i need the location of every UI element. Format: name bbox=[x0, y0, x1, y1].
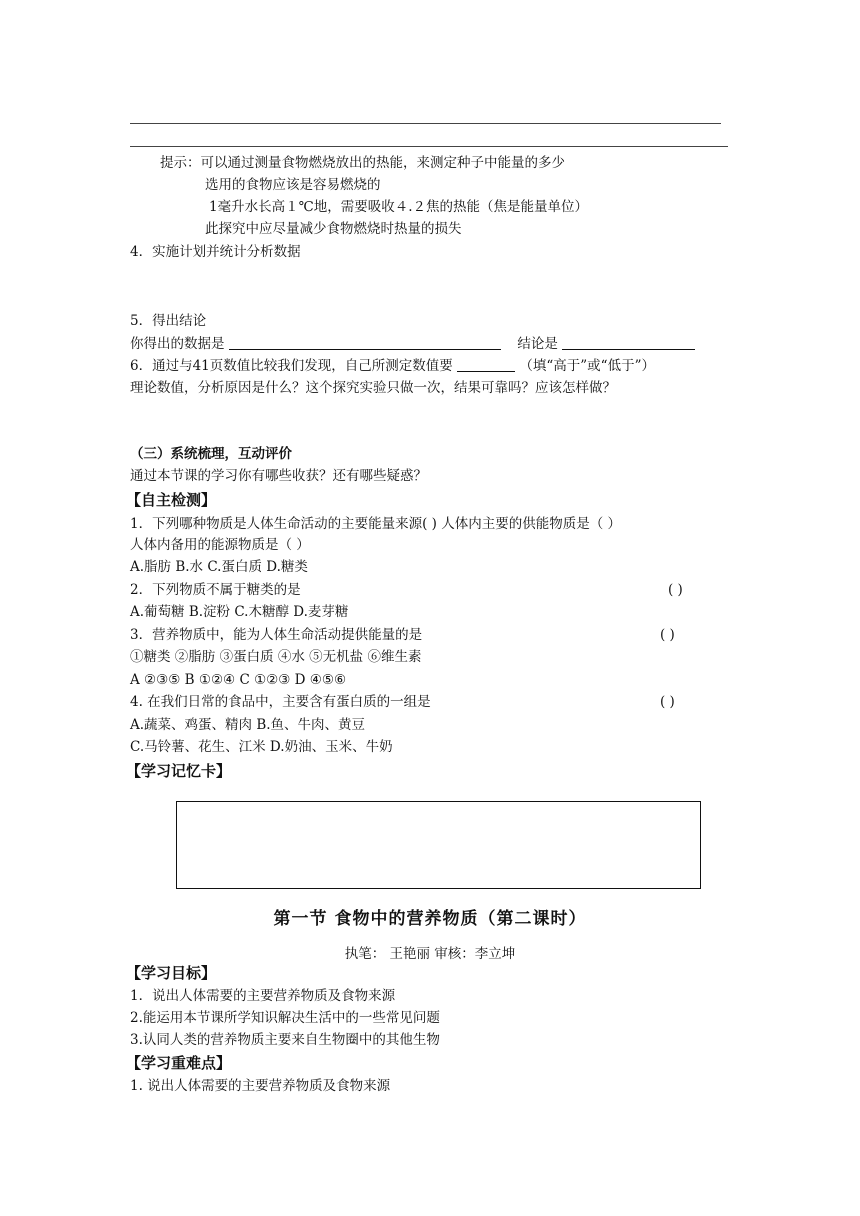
step-6-question: 理论数值，分析原因是什么？这个探究实验只做一次，结果可靠吗？应该怎样做？ bbox=[130, 380, 616, 396]
key-point-1: 1. 说出人体需要的主要营养物质及食物来源 bbox=[130, 1078, 391, 1094]
step-4: 4．实施计划并统计分析数据 bbox=[130, 244, 301, 260]
memory-card-heading: 【学习记忆卡】 bbox=[126, 762, 232, 780]
step-6-text: 6．通过与41页数值比较我们发现，自己所测定数值要 bbox=[130, 358, 453, 374]
review-heading: （三）系统梳理，互动评价 bbox=[130, 446, 292, 462]
hint-line-2: 选用的食物应该是容易燃烧的 bbox=[205, 177, 381, 193]
q4-options-1: A.蔬菜、鸡蛋、精肉 B.鱼、牛肉、黄豆 bbox=[130, 717, 366, 733]
conclusion-label: 结论是 bbox=[517, 336, 558, 352]
goal-2: 2.能运用本节课所学知识解决生活中的一些常见问题 bbox=[130, 1010, 440, 1026]
q1-line-1: 1．下列哪种物质是人体生命活动的主要能量来源( ) 人体内主要的供能物质是（ ） bbox=[130, 516, 621, 532]
step-5-answer-row bbox=[130, 335, 695, 352]
step-6-row bbox=[130, 357, 655, 374]
q2-answer-paren: ( ) bbox=[668, 582, 683, 598]
q2-stem: 2．下列物质不属于糖类的是 bbox=[130, 582, 301, 598]
q2-options: A.葡萄糖 B.淀粉 C.木糖醇 D.麦芽糖 bbox=[130, 604, 349, 620]
hint-line-1: 提示：可以通过测量食物燃烧放出的热能，来测定种子中能量的多少 bbox=[160, 155, 565, 171]
goals-heading: 【学习目标】 bbox=[126, 964, 217, 982]
goal-1: 1．说出人体需要的主要营养物质及食物来源 bbox=[130, 988, 396, 1004]
key-points-heading: 【学习重难点】 bbox=[126, 1054, 232, 1072]
lesson-title: 第一节 食物中的营养物质（第二课时） bbox=[273, 909, 587, 929]
q4-answer-paren: ( ) bbox=[660, 694, 675, 710]
answer-line-1 bbox=[130, 123, 721, 124]
memory-card-box[interactable] bbox=[176, 801, 701, 889]
goal-3: 3.认同人类的营养物质主要来自生物圈中的其他生物 bbox=[130, 1032, 440, 1048]
q1-line-2: 人体内备用的能源物质是（ ） bbox=[130, 537, 310, 553]
q4-stem: 4. 在我们日常的食品中，主要含有蛋白质的一组是 bbox=[130, 694, 431, 710]
step-6-hint: （填“高于”或“低于”） bbox=[519, 358, 655, 374]
data-blank[interactable] bbox=[229, 335, 501, 350]
hint-line-3: 1毫升水长高１℃地，需要吸收４.２焦的热能（焦是能量单位） bbox=[209, 199, 588, 215]
q1-options: A.脂肪 B.水 C.蛋白质 D.糖类 bbox=[130, 559, 308, 575]
q3-items: ①糖类 ②脂肪 ③蛋白质 ④水 ⑤无机盐 ⑥维生素 bbox=[130, 649, 422, 665]
byline: 执笔： 王艳丽 审核：李立坤 bbox=[344, 946, 516, 962]
q4-options-2: C.马铃薯、花生、江米 D.奶油、玉米、牛奶 bbox=[130, 739, 393, 755]
step-5: 5．得出结论 bbox=[130, 313, 207, 329]
q3-options: A ②③⑤ B ①②④ C ①②③ D ④⑤⑥ bbox=[130, 672, 347, 688]
hint-line-4: 此探究中应尽量减少食物燃烧时热量的损失 bbox=[205, 221, 462, 237]
answer-line-2 bbox=[130, 146, 728, 147]
q3-answer-paren: ( ) bbox=[660, 627, 675, 643]
review-question: 通过本节课的学习你有哪些收获？还有哪些疑惑？ bbox=[130, 468, 427, 484]
conclusion-blank[interactable] bbox=[562, 335, 695, 350]
compare-blank[interactable] bbox=[457, 357, 515, 372]
data-label: 你得出的数据是 bbox=[130, 336, 225, 352]
q3-stem: 3．营养物质中，能为人体生命活动提供能量的是 bbox=[130, 627, 423, 643]
self-test-heading: 【自主检测】 bbox=[126, 491, 217, 509]
